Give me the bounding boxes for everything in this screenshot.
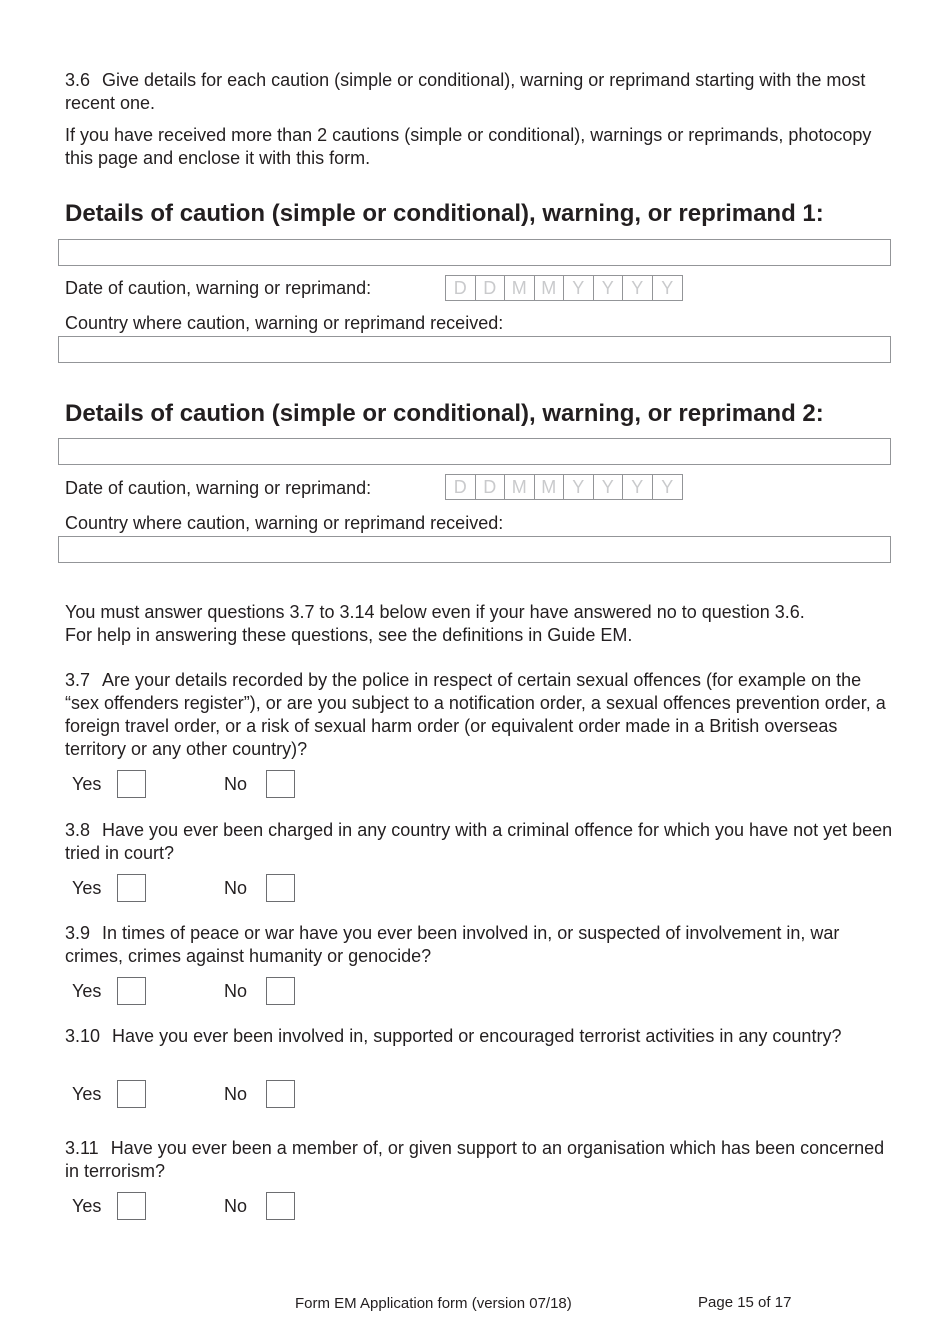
- question-text: Have you ever been involved in, supported or encouraged terrorist activities in any country?: [112, 1026, 842, 1046]
- yes-label: Yes: [72, 774, 102, 794]
- no-label: No: [224, 981, 248, 1001]
- caution-1-country-label: Country where caution, warning or reprimand received:: [65, 313, 504, 333]
- question-number: 3.7: [65, 670, 91, 690]
- no-label: No: [224, 878, 248, 898]
- q3-9-no-checkbox[interactable]: [266, 977, 295, 1005]
- caution-2-details-field[interactable]: [58, 438, 891, 465]
- q3-7-yes-checkbox[interactable]: [117, 770, 146, 798]
- q3-11-no-checkbox[interactable]: [266, 1192, 295, 1220]
- date-cell-day[interactable]: D: [476, 475, 506, 499]
- no-label: No: [224, 774, 248, 794]
- date-cell-year[interactable]: Y: [623, 276, 653, 300]
- question-number: 3.9: [65, 923, 91, 943]
- q3-10-yes-checkbox[interactable]: [117, 1080, 146, 1108]
- caution-1-date-input[interactable]: [445, 275, 683, 301]
- instructions: [65, 601, 895, 647]
- date-cell-day[interactable]: D: [446, 276, 476, 300]
- q3-7-no-checkbox[interactable]: [266, 770, 295, 798]
- instructions-line-1: You must answer questions 3.7 to 3.14 below even if your have answered no to question 3.6.: [65, 602, 805, 622]
- question-number: 3.10: [65, 1026, 101, 1046]
- no-label: No: [224, 1196, 248, 1216]
- q3-11-yes-checkbox[interactable]: [117, 1192, 146, 1220]
- date-cell-month[interactable]: M: [535, 475, 565, 499]
- date-cell-year[interactable]: Y: [661, 278, 674, 298]
- question-3-7: [65, 669, 895, 761]
- question-number: 3.6: [65, 70, 91, 90]
- yes-label: Yes: [72, 1196, 102, 1216]
- footer-form-name: Form EM Application form (version 07/18): [295, 1295, 572, 1312]
- instructions-line-2: For help in answering these questions, see the definitions in Guide EM.: [65, 625, 633, 645]
- section-2-heading: Details of caution (simple or conditional), warning, or reprimand 2:: [65, 400, 824, 427]
- caution-2-date-input[interactable]: [445, 474, 683, 500]
- yes-label: Yes: [72, 1084, 102, 1104]
- date-cell-year[interactable]: Y: [594, 276, 624, 300]
- caution-1-details-field[interactable]: [58, 239, 891, 266]
- date-cell-year[interactable]: Y: [623, 475, 653, 499]
- no-label: No: [224, 1084, 248, 1104]
- footer-page-number: Page 15 of 17: [698, 1294, 792, 1311]
- date-cell-year[interactable]: Y: [564, 276, 594, 300]
- question-number: 3.11: [65, 1138, 99, 1158]
- photocopy-note: If you have received more than 2 cautions (simple or conditional), warnings or reprimands, photocopy this page and enclose it with this form.: [65, 125, 872, 168]
- date-cell-month[interactable]: M: [535, 276, 565, 300]
- q3-9-yes-checkbox[interactable]: [117, 977, 146, 1005]
- caution-2-country-label: Country where caution, warning or reprimand received:: [65, 513, 504, 533]
- question-text: In times of peace or war have you ever been involved in, or suspected of involvement in, war crimes, crimes against humanity or genocide?: [65, 923, 840, 966]
- question-text: Give details for each caution (simple or conditional), warning or reprimand starting with the most recent one.: [65, 70, 866, 113]
- question-3-10: [65, 1025, 895, 1048]
- caution-1-date-label: Date of caution, warning or reprimand:: [65, 278, 372, 298]
- section-1-heading: Details of caution (simple or conditional), warning, or reprimand 1:: [65, 200, 824, 227]
- question-3-8: [65, 819, 895, 865]
- caution-2-country-field[interactable]: [58, 536, 891, 563]
- date-cell-day[interactable]: D: [476, 276, 506, 300]
- question-3-11: [65, 1137, 895, 1183]
- question-text: Have you ever been a member of, or given support to an organisation which has been concerned in terrorism?: [65, 1138, 885, 1181]
- date-cell-month[interactable]: M: [505, 276, 535, 300]
- date-cell-year[interactable]: Y: [661, 477, 674, 497]
- caution-1-country-field[interactable]: [58, 336, 891, 363]
- q3-8-yes-checkbox[interactable]: [117, 874, 146, 902]
- date-cell-year[interactable]: Y: [594, 475, 624, 499]
- yes-label: Yes: [72, 981, 102, 1001]
- q3-8-no-checkbox[interactable]: [266, 874, 295, 902]
- question-text: Have you ever been charged in any country with a criminal offence for which you have not yet been tried in court?: [65, 820, 893, 863]
- yes-label: Yes: [72, 878, 102, 898]
- question-3-9: [65, 922, 895, 968]
- question-text: Are your details recorded by the police in respect of certain sexual offences (for example on the “sex offenders register”), or are you subject to a notification order, a sexual offences prevention order, a foreign travel order, or a risk of sexual harm order (or equivalent order made in a British overseas territory or any other country)?: [65, 670, 886, 759]
- date-cell-day[interactable]: D: [446, 475, 476, 499]
- date-cell-month[interactable]: M: [505, 475, 535, 499]
- caution-2-date-label: Date of caution, warning or reprimand:: [65, 478, 372, 498]
- question-3-6: [65, 69, 895, 115]
- question-number: 3.8: [65, 820, 91, 840]
- date-cell-year[interactable]: Y: [564, 475, 594, 499]
- q3-10-no-checkbox[interactable]: [266, 1080, 295, 1108]
